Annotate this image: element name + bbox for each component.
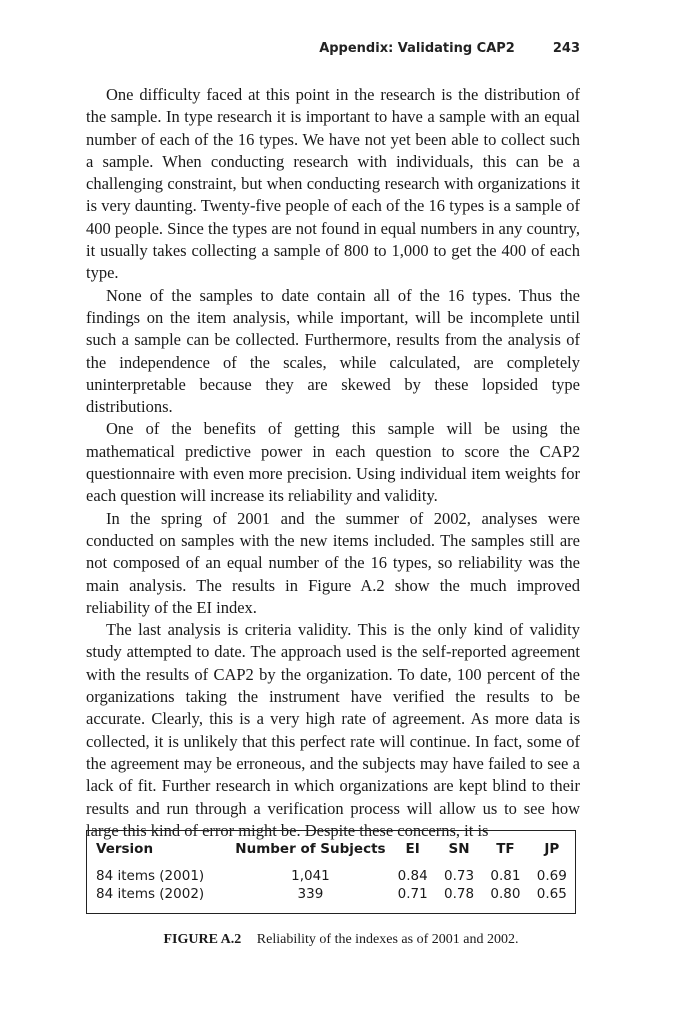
- cell-version: 84 items (2001): [96, 868, 205, 884]
- cell-ei: 0.71: [397, 886, 428, 902]
- paragraph: The last analysis is criteria validity. This is the only kind of validity study attempted to date. The approach used is the self-reported agreement with the results of CAP2 by the organization. To date, 100 percent of the organizations taking the instrument have verified the results to be accurate. Clearly, this is a very high rate of agreement. As more data is collected, it is unlikely that this perfect rate will continue. In fact, some of the agreement may be erroneous, and the subjects may have failed to see a lack of fit. Further research in which organizations are kept blind to their results and run through a verification process will allow us to see how large this kind of error might be. Despite these concerns, it is: [86, 620, 580, 840]
- cell-tf: 0.80: [490, 886, 521, 902]
- table-row: [87, 885, 575, 903]
- paragraph: One of the benefits of getting this sample will be using the mathematical predictive power in each question to score the CAP2 questionnaire with even more precision. Using individual item weights for each question will increase its reliability and validity.: [86, 419, 580, 506]
- column-header-version: Version: [96, 841, 154, 857]
- cell-sn: 0.73: [444, 868, 475, 884]
- cell-version: 84 items (2002): [96, 886, 205, 902]
- page-number: 243: [552, 41, 580, 56]
- cell-ei: 0.84: [397, 868, 428, 884]
- column-header-tf: TF: [496, 841, 515, 857]
- running-title: Appendix: Validating CAP2: [319, 41, 515, 56]
- paragraph: None of the samples to date contain all of the 16 types. Thus the findings on the item analysis, while important, will be incomplete until such a sample can be collected. Furthermore, results from the analysis of the independence of the scales, while calculated, are completely uninterpretable because they are skewed by these lopsided type distributions.: [86, 285, 580, 417]
- paragraph: One difficulty faced at this point in the research is the distribution of the sample. In type research it is important to have a sample with an equal number of each of the 16 types. We have not yet been able to collect such a sample. When conducting research with individuals, this can be a challenging constraint, but when conducting research with organizations it is very daunting. Twenty-five people of each of the 16 types is a sample of 400 people. Since the types are not found in equal numbers in any country, it usually takes collecting a sample of 800 to 1,000 to get the 400 of each type.: [86, 85, 580, 283]
- column-header-ei: EI: [405, 841, 420, 857]
- cell-jp: 0.65: [536, 886, 567, 902]
- reliability-table: [86, 830, 576, 914]
- paragraph: In the spring of 2001 and the summer of 2002, analyses were conducted on samples with the new items included. The samples still are not composed of an equal number of the 16 types, so reliability was the main analysis. The results in Figure A.2 show the much improved reliability of the EI index.: [86, 508, 580, 617]
- body-text: [86, 84, 580, 842]
- running-header: [0, 41, 580, 56]
- figure-label: FIGURE A.2: [163, 932, 242, 947]
- column-header-jp: JP: [544, 841, 560, 857]
- table-row: [87, 867, 575, 885]
- cell-tf: 0.81: [490, 868, 521, 884]
- cell-jp: 0.69: [536, 868, 567, 884]
- cell-subjects: 1,041: [291, 868, 330, 884]
- column-header-sn: SN: [448, 841, 470, 857]
- cell-subjects: 339: [297, 886, 324, 902]
- table-header-row: [87, 841, 575, 867]
- column-header-subjects: Number of Subjects: [235, 841, 386, 857]
- figure-caption: [0, 932, 682, 948]
- figure-caption-text: Reliability of the indexes as of 2001 and 2002.: [256, 932, 519, 947]
- cell-sn: 0.78: [444, 886, 475, 902]
